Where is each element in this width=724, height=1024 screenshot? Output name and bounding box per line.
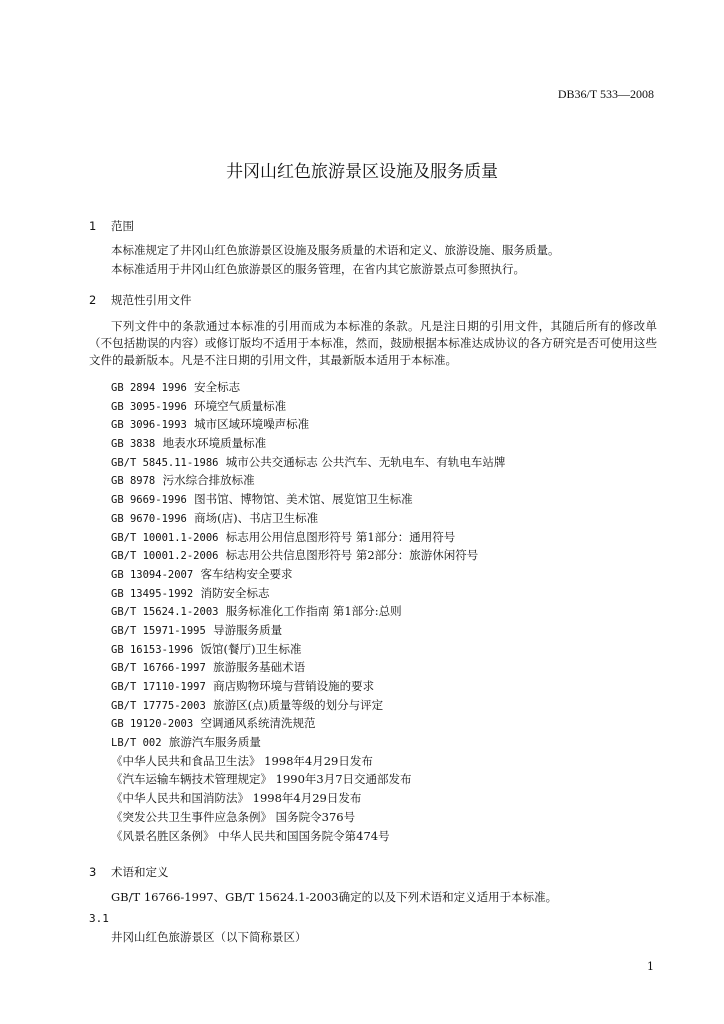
terms-intro: GB/T 16766-1997、GB/T 15624.1-2003确定的以及下列术语和定义适用于本标准。 <box>111 890 558 904</box>
reference-item <box>111 808 505 827</box>
section-1-number: 1 <box>89 219 97 233</box>
reference-item <box>111 378 505 397</box>
reference-item <box>111 640 505 659</box>
reference-item <box>111 621 505 640</box>
reference-title: 客车结构安全要求 <box>200 566 293 581</box>
section-2-title: 规范性引用文件 <box>111 293 192 307</box>
section-1-title: 范围 <box>111 219 134 233</box>
reference-code: GB 19120-2003 <box>111 718 194 731</box>
reference-code: GB 13495-1992 <box>111 587 194 600</box>
reference-code: GB 9669-1996 <box>111 494 187 507</box>
reference-title: 安全标志 <box>194 380 241 394</box>
reference-code: GB 3096-1993 <box>111 419 187 432</box>
section-3-title: 术语和定义 <box>111 865 169 879</box>
reference-item <box>111 584 505 603</box>
reference-title: 城市公共交通标志 公共汽车、无轨电车、有轨电车站牌 <box>225 454 506 469</box>
normative-references-intro: 下列文件中的条款通过本标准的引用而成为本标准的条款。凡是注日期的引用文件，其随后所有的修改单（不包括勘误的内容）或修订版均不适用于本标准，然而，鼓励根据本标准达成协议的各方研究是否可使用这些文件的最新版本。凡是不注日期的引用文件，其最新版本适用于本标准。 <box>89 319 657 367</box>
document-title: 井冈山红色旅游景区设施及服务质量 <box>226 162 498 182</box>
clause-3-1-number: 3.1 <box>89 912 109 925</box>
section-3-number: 3 <box>89 865 97 879</box>
reference-code: GB/T 10001.1-2006 <box>111 531 219 544</box>
reference-title: 导游服务质量 <box>213 622 283 637</box>
reference-title: 标志用公共信息图形符号 第2部分：旅游休闲符号 <box>225 548 479 563</box>
reference-title: 服务标准化工作指南 第1部分:总则 <box>225 604 402 619</box>
reference-title: 商店购物环境与营销设施的要求 <box>213 679 375 693</box>
reference-title: 《风景名胜区条例》 中华人民共和国国务院令第474号 <box>111 828 390 843</box>
reference-item <box>111 528 505 547</box>
reference-item <box>111 415 505 434</box>
section-2-number: 2 <box>89 293 97 307</box>
reference-item <box>111 546 505 565</box>
reference-title: 环境空气质量标准 <box>194 398 287 413</box>
reference-code: LB/T 002 <box>111 737 162 750</box>
reference-code: GB/T 15624.1-2003 <box>111 606 219 619</box>
reference-item <box>111 602 505 621</box>
reference-item <box>111 509 505 528</box>
reference-item <box>111 565 505 584</box>
reference-code: GB/T 5845.11-1986 <box>111 456 219 469</box>
reference-code: GB/T 17775-2003 <box>111 699 206 712</box>
reference-code: GB/T 10001.2-2006 <box>111 550 219 563</box>
reference-item <box>111 658 505 677</box>
reference-item <box>111 752 505 771</box>
reference-title: 旅游汽车服务质量 <box>168 735 261 750</box>
reference-title: 《汽车运输车辆技术管理规定》 1990年3月7日交通部发布 <box>111 772 412 787</box>
reference-item <box>111 696 505 715</box>
reference-item <box>111 714 505 733</box>
reference-item <box>111 770 505 789</box>
reference-code: GB 3095-1996 <box>111 400 187 413</box>
standard-number: DB36/T 533—2008 <box>557 87 654 101</box>
section-2-heading <box>89 292 192 308</box>
reference-item <box>111 471 505 490</box>
section-3-heading <box>89 864 169 880</box>
reference-code: GB/T 17110-1997 <box>111 681 206 693</box>
reference-title: 《中华人民共和食品卫生法》 1998年4月29日发布 <box>111 753 373 768</box>
reference-title: 旅游服务基础术语 <box>213 660 306 675</box>
reference-list <box>111 378 505 845</box>
reference-title: 《突发公共卫生事件应急条例》 国务院令376号 <box>111 809 356 824</box>
reference-title: 商场(店)、书店卫生标准 <box>194 510 319 525</box>
reference-item <box>111 827 505 846</box>
reference-title: 《中华人民共和国消防法》 1998年4月29日发布 <box>111 791 362 806</box>
reference-item <box>111 733 505 752</box>
reference-code: GB 16153-1996 <box>111 643 194 656</box>
reference-title: 图书馆、博物馆、美术馆、展览馆卫生标准 <box>194 492 413 507</box>
page-number: 1 <box>647 960 654 973</box>
reference-item <box>111 434 505 453</box>
reference-item <box>111 397 505 416</box>
reference-title: 消防安全标志 <box>200 585 270 600</box>
reference-code: GB 3838 <box>111 438 156 451</box>
reference-item <box>111 789 505 808</box>
scope-line-1: 本标准规定了井冈山红色旅游景区设施及服务质量的术语和定义、旅游设施、服务质量。 <box>111 243 560 257</box>
reference-item <box>111 677 505 696</box>
section-1-heading <box>89 218 134 234</box>
reference-title: 地表水环境质量标准 <box>162 436 267 451</box>
reference-title: 标志用公用信息图形符号 第1部分：通用符号 <box>225 529 456 544</box>
reference-title: 空调通风系统清洗规范 <box>200 716 316 731</box>
reference-code: GB 8978 <box>111 475 156 488</box>
reference-title: 饭馆(餐厅)卫生标准 <box>200 641 302 656</box>
scope-line-2: 本标准适用于井冈山红色旅游景区的服务管理，在省内其它旅游景点可参照执行。 <box>111 262 525 276</box>
reference-code: GB 13094-2007 <box>111 568 194 581</box>
reference-code: GB 9670-1996 <box>111 512 187 525</box>
reference-item <box>111 453 505 472</box>
reference-item <box>111 490 505 509</box>
clause-3-1-term: 井冈山红色旅游景区（以下简称景区） <box>111 930 307 944</box>
reference-title: 污水综合排放标准 <box>162 473 255 488</box>
reference-title: 城市区域环境噪声标准 <box>194 417 310 432</box>
reference-title: 旅游区(点)质量等级的划分与评定 <box>213 697 384 712</box>
reference-code: GB/T 15971-1995 <box>111 624 206 637</box>
reference-code: GB 2894 1996 <box>111 382 187 394</box>
reference-code: GB/T 16766-1997 <box>111 662 206 675</box>
